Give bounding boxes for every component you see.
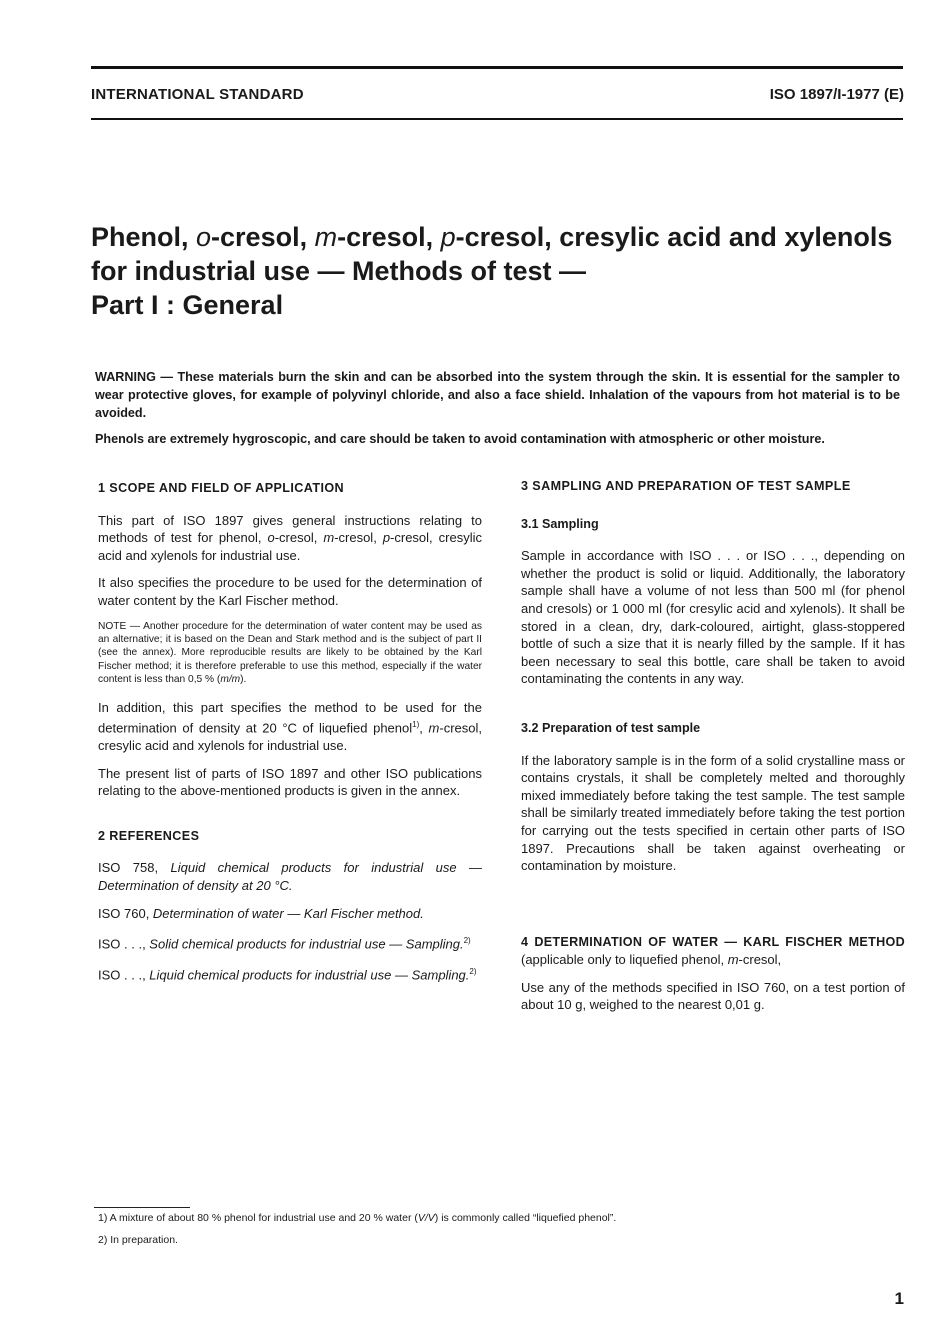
right-column (521, 478, 905, 1024)
section-1-paragraph-3: In addition, this part specifies the method to be used for the determination of density at 20 °C of liquefied phenol$^{1)}$, m-cresol, cresylic acid and xylenols for industrial use. (98, 699, 482, 754)
header-bottom-rule (91, 118, 903, 120)
header-standard-label: INTERNATIONAL STANDARD (91, 86, 304, 103)
section-1-paragraph-4: The present list of parts of ISO 1897 and other ISO publications relating to the above-mentioned products is given in the annex. (98, 765, 482, 799)
page-number: 1 (894, 1289, 904, 1308)
left-column (98, 480, 482, 994)
subsection-3-1-heading: 3.1 Sampling (521, 516, 599, 531)
header-document-number: ISO 1897/I-1977 (E) (769, 86, 904, 103)
title-line-2: for industrial use — Methods of test — (91, 256, 587, 286)
subsection-3-2-heading: 3.2 Preparation of test sample (521, 720, 701, 735)
subsection-3-1-text: Sample in accordance with ISO . . . or ISO . . ., depending on whether the product is solid or liquid. Additionally, the laboratory sample shall have a volume of not less than 500 ml (for phenol and cresols) or 1 000 ml (for cresylic acid and xylenols). It shall be stored in a clean, dry, dark-coloured, airtight, glass-stoppered bottle of such a size that it is nearly filled by the sample. If it has been necessary to seal this bottle, care shall be taken to avoid contaminating the contents in any way. (521, 548, 905, 687)
hygroscopic-paragraph: Phenols are extremely hygroscopic, and care should be taken to avoid contamination with atmospheric or other moisture. (95, 432, 825, 446)
section-1-paragraph-1: This part of ISO 1897 gives general instructions relating to methods of test for phenol, o-cresol, m-cresol, p-cresol, cresylic acid and xylenols for industrial use. (98, 512, 482, 563)
reference-iso-758: ISO 758, Liquid chemical products for industrial use — Determination of density at 20 °C. (98, 860, 483, 894)
section-3-heading: 3 SAMPLING AND PREPARATION OF TEST SAMPLE (521, 479, 851, 493)
section-2-heading: 2 REFERENCES (98, 828, 200, 843)
header-top-rule (91, 66, 903, 69)
subsection-3-2-text: If the laboratory sample is in the form of a solid crystalline mass or contains crystals, it shall be completely melted and thoroughly mixed immediately before taking the test sample. The test sample shall be similarly treated immediately before taking the test portion for carrying out the tests specified in certain other parts of ISO 1897. Precautions shall be taken against overheating or contamination by moisture. (521, 752, 905, 874)
section-4-text: Use any of the methods specified in ISO 760, on a test portion of about 10 g, weighed to the nearest 0,01 g. (521, 979, 905, 1013)
title-line-3: Part I : General (91, 290, 284, 320)
title-line-1: Phenol, o-cresol, m-cresol, p-cresol, cresylic acid and xylenols (91, 222, 893, 252)
warning-paragraph: WARNING — These materials burn the skin and can be absorbed into the system through the skin. It is essential for the sampler to wear protective gloves, for example of polyvinyl chloride, and also a face shield. Inhalation of the vapours from hot material is to be avoided. (95, 370, 900, 420)
reference-solid-sampling: ISO . . ., Solid chemical products for industrial use — Sampling.$^{2)}$ (98, 936, 471, 952)
footnote-2: 2) In preparation. (98, 1234, 178, 1246)
section-1-paragraph-2: It also specifies the procedure to be used for the determination of water content by the Karl Fischer method. (98, 575, 482, 608)
footnote-1: 1) A mixture of about 80 % phenol for industrial use and 20 % water (V/V) is commonly called “liquefied phenol”. (98, 1212, 617, 1224)
reference-iso-760: ISO 760, Determination of water — Karl Fischer method. (98, 905, 424, 921)
footnote-rule (94, 1207, 190, 1208)
document-title (91, 220, 911, 322)
reference-liquid-sampling: ISO . . ., Liquid chemical products for industrial use — Sampling.$^{2)}$ (98, 967, 477, 983)
section-4-heading: 4 DETERMINATION OF WATER — KARL FISCHER METHOD (applicable only to liquefied phenol, m-cresol, (521, 934, 905, 968)
section-1-heading: 1 SCOPE AND FIELD OF APPLICATION (98, 481, 345, 495)
section-1-note: NOTE — Another procedure for the determination of water content may be used as an alternative; it is based on the Dean and Stark method and is the subject of part II (see the annex). More reproducible results are likely to be obtained by the Karl Fischer method; it is therefore preferable to use this method, especially if the water content is less than 0,5 % (m/m). (98, 620, 482, 686)
